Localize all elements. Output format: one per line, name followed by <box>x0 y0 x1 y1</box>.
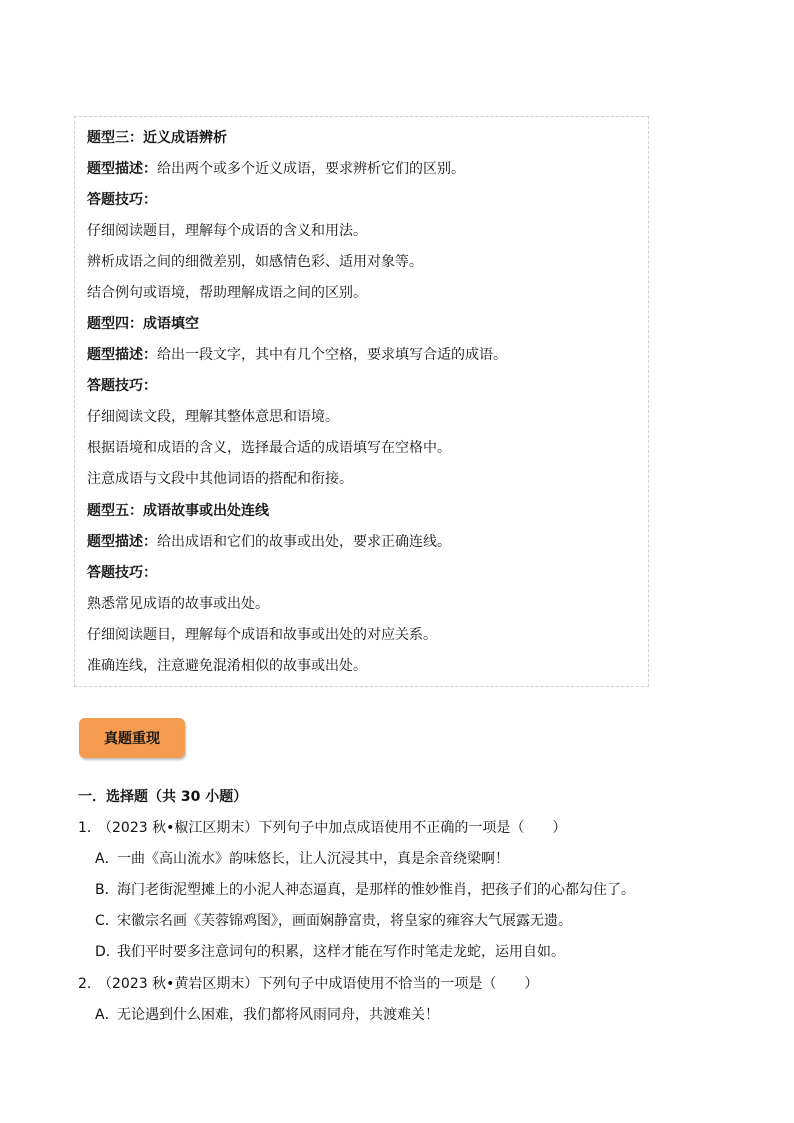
type3-tips-heading: 答题技巧： <box>87 192 157 208</box>
question-2-stem: 2．（2023 秋•黄岩区期末）下列句子中成语使用不恰当的一项是（ ） <box>78 976 539 992</box>
question-1-option-b: B．海门老街泥塑摊上的小泥人神态逼真，是那样的惟妙惟肖，把孩子们的心都勾住了。 <box>95 882 635 898</box>
type5-tip-3: 准确连线，注意避免混淆相似的故事或出处。 <box>87 658 367 674</box>
type4-tip-3: 注意成语与文段中其他词语的搭配和衔接。 <box>87 471 353 487</box>
type3-title: 题型三：近义成语辨析 <box>87 130 227 146</box>
type4-description: 题型描述：给出一段文字，其中有几个空格，要求填写合适的成语。 <box>87 347 507 363</box>
type3-tip-3: 结合例句或语境，帮助理解成语之间的区别。 <box>87 285 367 301</box>
type5-tip-2: 仔细阅读题目，理解每个成语和故事或出处的对应关系。 <box>87 627 437 643</box>
type4-tips-heading: 答题技巧： <box>87 378 157 394</box>
type4-tip-2: 根据语境和成语的含义，选择最合适的成语填写在空格中。 <box>87 440 451 456</box>
question-2-option-a: A．无论遇到什么困难，我们都将风雨同舟，共渡难关！ <box>95 1007 439 1023</box>
type5-tip-1: 熟悉常见成语的故事或出处。 <box>87 596 269 612</box>
type5-title: 题型五：成语故事或出处连线 <box>87 503 269 519</box>
type3-tip-2: 辨析成语之间的细微差别，如感情色彩、适用对象等。 <box>87 254 423 270</box>
question-1-option-a: A．一曲《高山流水》韵味悠长，让人沉浸其中，真是余音绕梁啊！ <box>95 851 509 867</box>
type4-tip-1: 仔细阅读文段，理解其整体意思和语境。 <box>87 409 339 425</box>
question-1-option-c: C．宋徽宗名画《芙蓉锦鸡图》，画面娴静富贵，将皇家的雍容大气展露无遗。 <box>95 913 572 929</box>
question-1-option-d: D．我们平时要多注意词句的积累，这样才能在写作时笔走龙蛇，运用自如。 <box>95 944 565 960</box>
type5-description: 题型描述：给出成语和它们的故事或出处，要求正确连线。 <box>87 534 451 550</box>
type5-tips-heading: 答题技巧： <box>87 565 157 581</box>
section-tag: 真题重现 <box>79 718 185 758</box>
type4-title: 题型四：成语填空 <box>87 316 199 332</box>
question-type-box <box>74 116 649 687</box>
type3-tip-1: 仔细阅读题目，理解每个成语的含义和用法。 <box>87 223 367 239</box>
type3-description: 题型描述：给出两个或多个近义成语，要求辨析它们的区别。 <box>87 161 465 177</box>
section-title: 一．选择题（共 30 小题） <box>78 789 248 805</box>
question-1-stem: 1．（2023 秋•椒江区期末）下列句子中加点成语使用不正确的一项是（ ） <box>78 820 567 836</box>
